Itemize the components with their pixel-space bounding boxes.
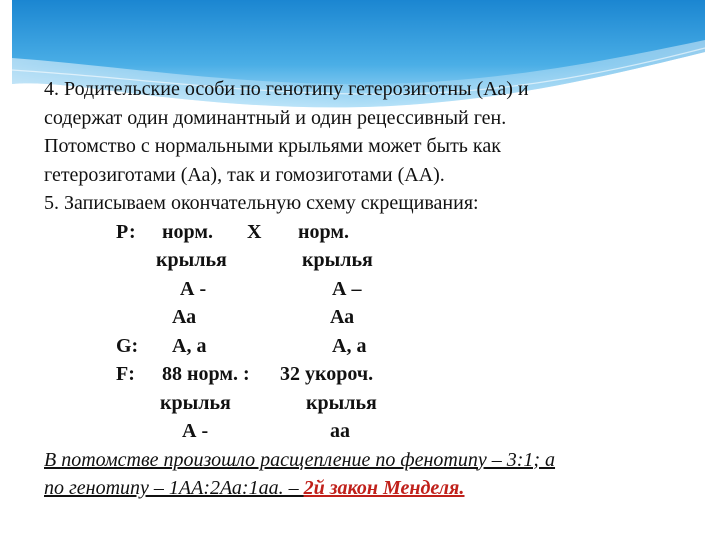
parent-2-phenotype: норм. [298,220,349,243]
paragraph-4-line-2: содержат один доминантный и один рецессивный ген. [44,106,507,129]
offspring-short-wings: крылья [306,391,377,414]
slide-text [44,75,704,503]
paragraph-5: 5. Записываем окончательную схему скрещивания: [44,192,479,214]
parent-1-genotype-radical: А - [180,277,207,300]
conclusion-line-2 [44,474,704,503]
parent-2-genotype: Аа [330,306,355,328]
parent-2-wings: крылья [302,249,373,271]
crossing-scheme [44,218,704,446]
parent-2-gametes: А, а [332,334,367,357]
parent-1-genotype: Аа [172,306,197,328]
paragraph-4-line-4: гетерозиготами (Аа), так и гомозиготами (АА). [44,163,445,186]
offspring-label: F: [116,363,135,385]
offspring-normal-genotype: А - [182,420,209,442]
parent-1-phenotype: норм. [162,220,213,243]
offspring-normal-wings: крылья [160,391,231,414]
parent-1-gametes: А, а [172,334,207,357]
cross-symbol: Х [247,220,262,243]
paragraph-4-line-1: 4. Родительские особи по генотипу гетерозиготны (Аа) и [44,78,529,100]
offspring-short-count: 32 укороч. [280,363,374,385]
mendel-law: 2й закон Менделя. [303,477,465,499]
conclusion-genotype-ratio: по генотипу – 1АА:2Аа:1аа. – [44,477,304,499]
offspring-short-genotype: аа [330,420,350,442]
parents-label: Р: [116,220,136,243]
conclusion-line-1: В потомстве произошло расщепление по фенотипу – 3:1; а [44,448,556,471]
parent-1-wings: крылья [156,249,227,271]
gametes-label: G: [116,334,139,357]
paragraph-4-line-3: Потомство с нормальными крыльями может быть как [44,135,501,157]
parent-2-genotype-radical: А – [332,277,362,300]
offspring-normal-count: 88 норм. : [162,363,250,385]
